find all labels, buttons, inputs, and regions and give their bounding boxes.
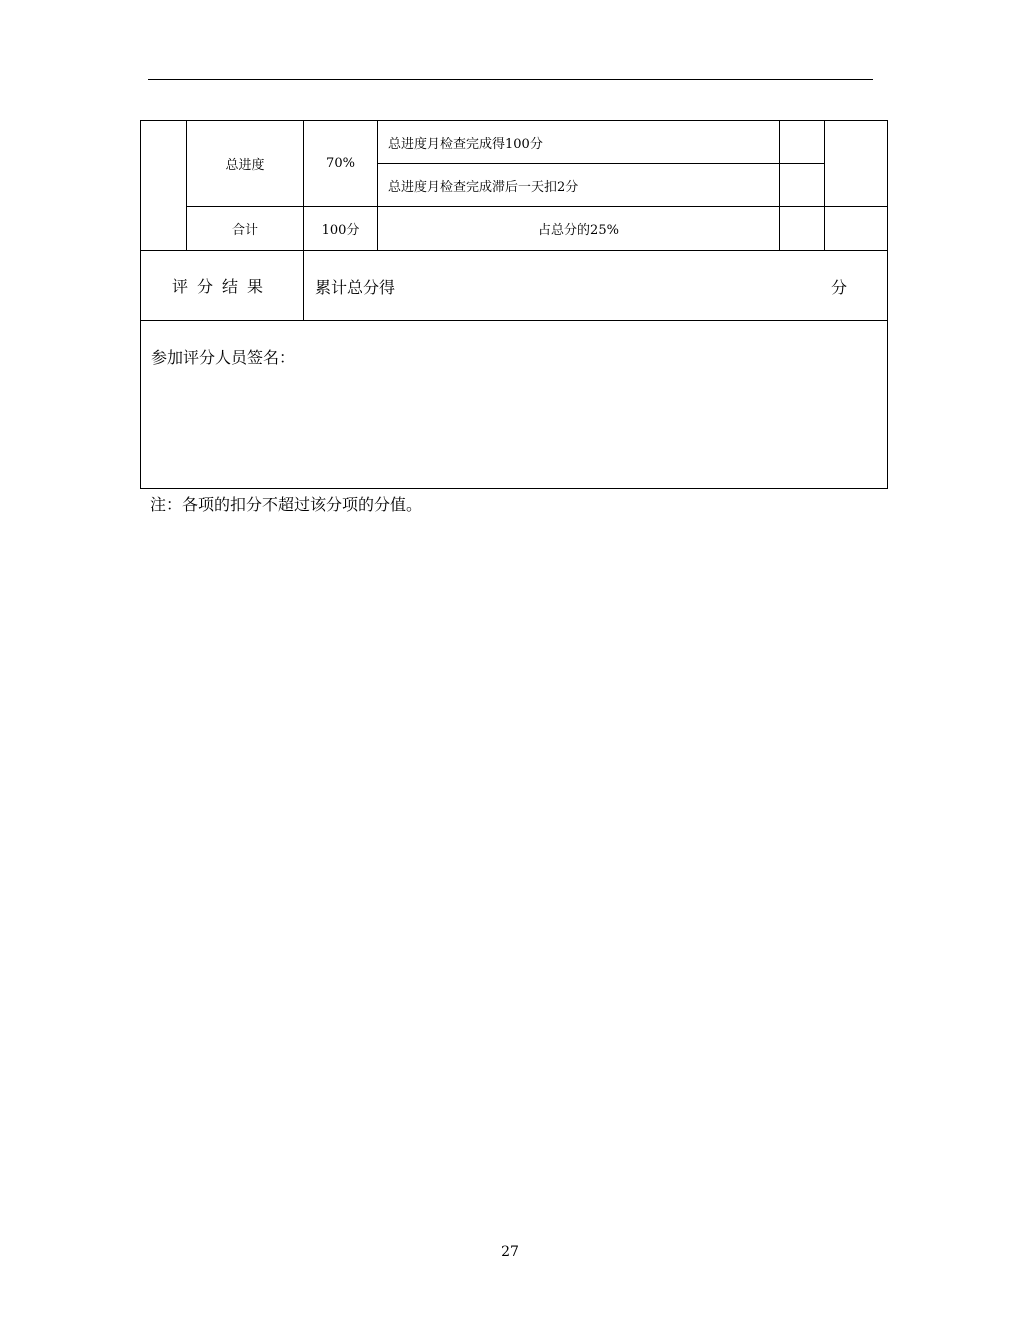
scoring-table [140, 120, 888, 489]
signature-label: 参加评分人员签名： [151, 348, 296, 367]
table-row [141, 207, 888, 251]
total-label-cell: 合计 [187, 207, 304, 251]
remark-cell [825, 121, 888, 207]
criteria-cell: 总进度月检查完成得100分 [378, 121, 780, 164]
remark-cell [825, 207, 888, 251]
cumulative-unit: 分 [830, 278, 847, 297]
criteria-cell: 总进度月检查完成滞后一天扣2分 [378, 164, 780, 207]
page-number: 27 [501, 1244, 519, 1260]
cumulative-label: 累计总分得 [315, 278, 396, 297]
table-row [141, 121, 888, 164]
header-rule [148, 79, 873, 80]
score-cell [780, 121, 825, 164]
table-row [141, 321, 888, 489]
cumulative-cell [304, 251, 888, 321]
footnote: 注：各项的扣分不超过该分项的分值。 [150, 495, 423, 514]
category-cell [141, 121, 187, 251]
result-label: 评分结果 [171, 277, 272, 296]
table-row [141, 251, 888, 321]
item-cell: 总进度 [187, 121, 304, 207]
weight-cell: 70% [304, 121, 378, 207]
result-label-cell [141, 251, 304, 321]
score-cell [780, 164, 825, 207]
total-weight-cell: 100分 [304, 207, 378, 251]
total-criteria-cell: 占总分的25% [378, 207, 780, 251]
signature-cell [141, 321, 888, 489]
score-cell [780, 207, 825, 251]
